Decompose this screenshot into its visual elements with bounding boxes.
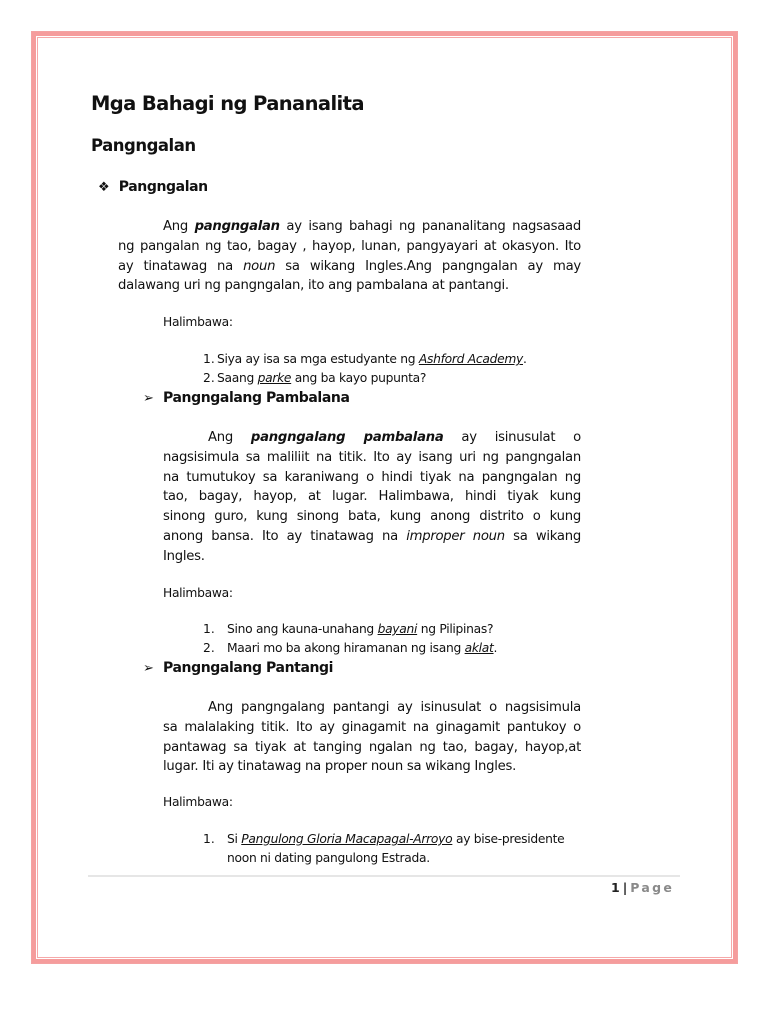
subheading-label: Pangngalan bbox=[118, 179, 208, 195]
underlined-example-term: Ashford Academy bbox=[418, 352, 523, 366]
list-item: Si Pangulong Gloria Macapagal-Arroyo ay bise-presidente bbox=[227, 832, 565, 846]
emphasized-term: pangngalan bbox=[194, 219, 280, 234]
paragraph-line: Ang pangngalan ay isang bahagi ng pananalitang nagsasaad bbox=[163, 219, 581, 234]
paragraph-line: Ang pangngalang pambalana ay isinusulat o bbox=[208, 430, 581, 445]
list-item: Maari mo ba akong hiramanan ng isang aklat. bbox=[227, 640, 498, 655]
footer-separator: | bbox=[622, 880, 628, 895]
document-title: Mga Bahagi ng Pananalita bbox=[91, 92, 364, 115]
list-item-continuation: noon ni dating pangulong Estrada. bbox=[227, 851, 430, 865]
section-heading: Pangngalan bbox=[91, 136, 196, 155]
list-number: 1. bbox=[203, 352, 215, 366]
paragraph-line: ng pangalan ng tao, bagay , hayop, lunan, pangyayari at okasyon. Ito bbox=[118, 238, 581, 254]
paragraph-line: Ang pangngalang pantangi ay isinusulat o nagsisimula bbox=[208, 700, 581, 715]
paragraph-line: dalawang uri ng pangngalan, ito ang pambalana at pantangi. bbox=[118, 278, 509, 294]
arrowhead-bullet-icon: ➢ bbox=[143, 661, 154, 676]
paragraph-line: ay tinatawag na noun sa wikang Ingles.Ang pangngalan ay may bbox=[118, 258, 581, 274]
list-number: 2. bbox=[203, 640, 215, 655]
example-label: Halimbawa: bbox=[163, 315, 233, 329]
list-item: Siya ay isa sa mga estudyante ng Ashford Academy. bbox=[217, 352, 527, 366]
paragraph-line: pantawag sa tiyak at tanging ngalan ng tao, bagay, hayop,at bbox=[163, 739, 581, 755]
underlined-example-term: parke bbox=[257, 370, 292, 385]
section-pambalana-heading bbox=[143, 390, 350, 406]
section-pantangi-heading bbox=[143, 660, 333, 676]
italic-term: improper noun bbox=[406, 528, 505, 544]
page-number: 1 bbox=[611, 880, 620, 895]
list-number: 2. bbox=[203, 370, 215, 385]
example-label: Halimbawa: bbox=[163, 795, 233, 809]
four-diamond-bullet-icon: ❖ bbox=[98, 180, 110, 195]
paragraph-line: nagsisimula sa maliliit na titik. Ito ay isang uri ng pangngalan bbox=[163, 449, 581, 465]
paragraph-pangngalan bbox=[118, 217, 581, 296]
arrowhead-bullet-icon: ➢ bbox=[143, 391, 154, 406]
paragraph-line: na tumutukoy sa karaniwang o hindi tiyak na pangngalan ng bbox=[163, 469, 581, 485]
list-item: Sino ang kauna-unahang bayani ng Pilipinas? bbox=[227, 622, 494, 636]
paragraph-pambalana bbox=[163, 428, 581, 567]
paragraph-line: anong bansa. Ito ay tinatawag na improper noun sa wikang bbox=[163, 528, 581, 544]
section-pangngalan-heading bbox=[98, 179, 208, 195]
paragraph-line: sa malalaking titik. Ito ay ginagamit na ginagamit pantukoy o bbox=[163, 719, 581, 735]
paragraph-line: sinong guro, kung sinong bata, kung anong distrito o kung bbox=[163, 509, 581, 525]
subheading-label: Pangngalang Pambalana bbox=[162, 390, 350, 406]
list-number: 1. bbox=[203, 832, 215, 846]
paragraph-line: tao, bagay, hayop, at lugar. Halimbawa, hindi tiyak kung bbox=[163, 489, 581, 505]
paragraph-pantangi bbox=[163, 698, 581, 777]
page-footer bbox=[611, 880, 674, 895]
paragraph-line: lugar. Iti ay tinatawag na proper noun sa wikang Ingles. bbox=[163, 759, 517, 775]
underlined-example-term: aklat bbox=[464, 640, 494, 655]
subheading-label: Pangngalang Pantangi bbox=[162, 660, 334, 676]
paragraph-line: Ingles. bbox=[163, 548, 205, 564]
emphasized-term: pangngalang pambalana bbox=[250, 430, 444, 445]
italic-term: noun bbox=[243, 258, 276, 274]
underlined-example-term: Pangulong Gloria Macapagal-Arroyo bbox=[241, 832, 453, 846]
example-label: Halimbawa: bbox=[163, 586, 233, 600]
footer-divider bbox=[88, 875, 680, 877]
list-number: 1. bbox=[203, 622, 215, 636]
list-item: Saang parke ang ba kayo pupunta? bbox=[217, 370, 427, 385]
page-label: Page bbox=[630, 880, 675, 895]
underlined-example-term: bayani bbox=[377, 622, 418, 636]
